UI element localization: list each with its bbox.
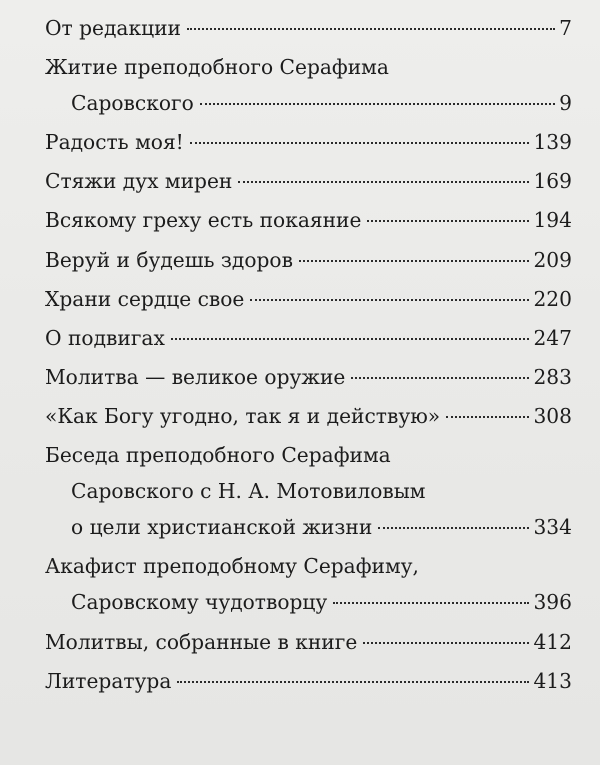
toc-entry-title: Храни сердце свое — [45, 286, 245, 311]
toc-entry-title: Всякому греху есть покаяние — [45, 208, 362, 233]
toc-entry-title: О подвигах — [45, 325, 165, 350]
toc-page-number: 7 — [559, 16, 572, 40]
toc-entry-final-line — [45, 10, 572, 46]
toc-entry-title: Веруй и будешь здоров — [45, 247, 293, 272]
dot-leader — [250, 299, 529, 301]
toc-entry-final-line — [45, 85, 572, 121]
toc-entry — [45, 163, 572, 199]
dot-leader — [446, 416, 529, 418]
toc-entry-final-line — [45, 584, 572, 620]
dot-leader — [171, 338, 530, 340]
toc-entry-title-continuation: о цели христианской жизни — [71, 515, 373, 540]
toc-entry-title: Молитвы, собранные в книге — [45, 629, 358, 654]
toc-entry-title: Литература — [45, 668, 172, 693]
toc-entry — [45, 548, 572, 620]
toc-entry — [45, 202, 572, 238]
toc-entry-title: Молитва — великое оружие — [45, 364, 346, 389]
dot-leader — [367, 220, 529, 222]
toc-entry-title: Беседа преподобного Серафима — [45, 443, 391, 468]
toc-entry — [45, 320, 572, 356]
toc-entry-final-line — [45, 359, 572, 395]
toc-page-number: 413 — [533, 668, 572, 693]
dot-leader — [351, 377, 529, 379]
toc-entry — [45, 398, 572, 434]
toc-entry — [45, 242, 572, 278]
toc-entry-final-line — [45, 281, 572, 317]
toc-entry-final-line — [45, 624, 572, 660]
toc-entry-title: Стяжи дух мирен — [45, 169, 233, 194]
toc-entry — [45, 124, 572, 160]
toc-entry — [45, 281, 572, 317]
toc-entry-final-line — [45, 202, 572, 238]
toc-page-number: 169 — [533, 169, 572, 194]
toc-entry — [45, 359, 572, 395]
toc-entry-title: Житие преподобного Серафима — [45, 55, 389, 80]
toc-entry-final-line — [45, 509, 572, 545]
toc-entry-final-line — [45, 163, 572, 199]
dot-leader — [177, 681, 529, 683]
toc-entry-title-continuation: Саровскому чудотворцу — [71, 590, 328, 615]
toc-page-number: 308 — [533, 403, 572, 428]
toc-entry — [45, 437, 572, 545]
toc-page-number: 209 — [533, 247, 572, 272]
toc-entry-title: «Как Богу угодно, так я и действую» — [45, 403, 441, 428]
toc-entry-final-line — [45, 124, 572, 160]
toc-entry-final-line — [45, 398, 572, 434]
toc-page-number: 334 — [533, 515, 572, 540]
toc-page-number: 9 — [559, 91, 572, 116]
toc-entry — [45, 10, 572, 46]
toc-entry-title: От редакции — [45, 16, 181, 40]
table-of-contents — [45, 10, 572, 699]
toc-page-number: 220 — [533, 286, 572, 311]
toc-page-number: 139 — [533, 130, 572, 155]
toc-page-number: 247 — [533, 325, 572, 350]
toc-entry-final-line — [45, 242, 572, 278]
toc-page-number: 412 — [533, 629, 572, 654]
dot-leader — [200, 103, 555, 105]
toc-entry — [45, 663, 572, 699]
toc-entry-title-continuation: Саровского — [71, 91, 194, 116]
dot-leader — [378, 527, 529, 529]
toc-entry-final-line — [45, 663, 572, 699]
dot-leader — [190, 142, 530, 144]
toc-entry-title: Радость моя! — [45, 130, 184, 155]
toc-page-number: 396 — [533, 590, 572, 615]
toc-entry-title-continuation: Саровского с Н. А. Мотовиловым — [71, 479, 426, 504]
dot-leader — [333, 602, 529, 604]
toc-entry — [45, 49, 572, 121]
dot-leader — [238, 181, 529, 183]
toc-entry — [45, 624, 572, 660]
toc-entry-final-line — [45, 320, 572, 356]
toc-page-number: 194 — [533, 208, 572, 233]
dot-leader — [363, 642, 529, 644]
dot-leader — [187, 28, 555, 30]
toc-page-number: 283 — [533, 364, 572, 389]
dot-leader — [299, 260, 530, 262]
toc-entry-title: Акафист преподобному Серафиму, — [45, 554, 419, 579]
